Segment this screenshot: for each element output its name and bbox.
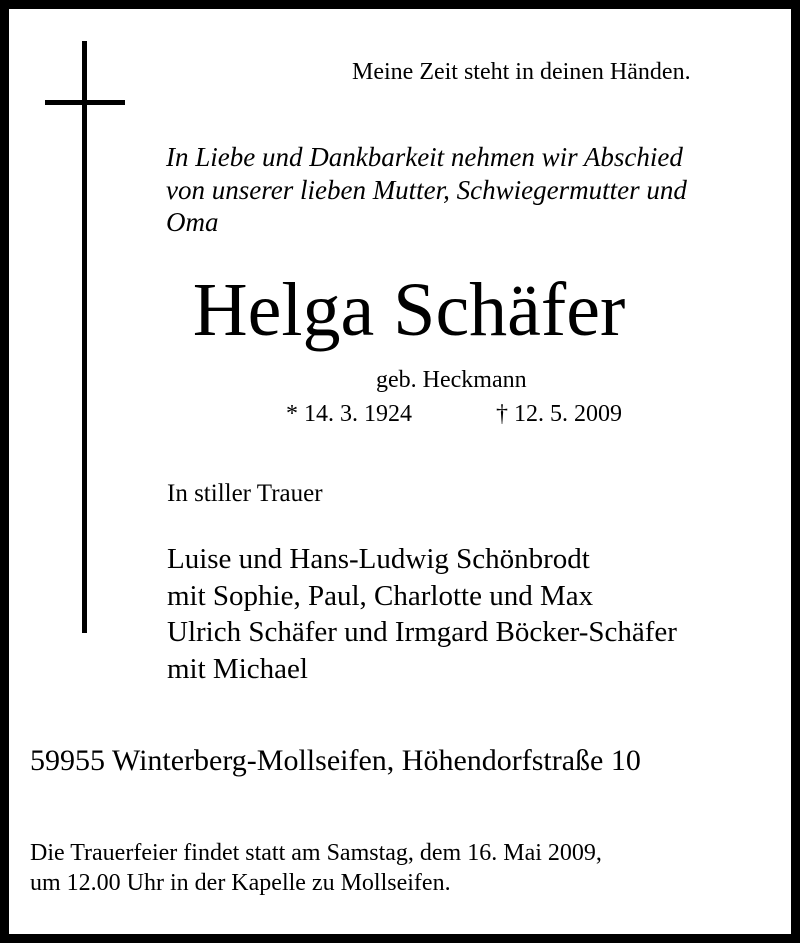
family-line: Luise und Hans-Ludwig Schönbrodt bbox=[167, 543, 590, 575]
funeral-line: um 12.00 Uhr in der Kapelle zu Mollseifen. bbox=[30, 870, 451, 896]
birth-date: * 14. 3. 1924 bbox=[286, 401, 412, 427]
intro-line: In Liebe und Dankbarkeit nehmen wir Abschied bbox=[166, 142, 683, 172]
mourning-label: In stiller Trauer bbox=[167, 480, 323, 507]
intro-line: Oma bbox=[166, 207, 219, 237]
intro-line: von unserer lieben Mutter, Schwiegermutter und bbox=[166, 174, 687, 205]
family-line: mit Sophie, Paul, Charlotte und Max bbox=[167, 579, 594, 612]
family-line: mit Michael bbox=[167, 652, 308, 685]
funeral-info bbox=[30, 838, 602, 898]
funeral-line: Die Trauerfeier findet statt am Samstag, dem 16. Mai 2009, bbox=[30, 840, 602, 866]
motto: Meine Zeit steht in deinen Händen. bbox=[352, 59, 691, 85]
death-date: † 12. 5. 2009 bbox=[496, 401, 622, 427]
address: 59955 Winterberg-Mollseifen, Höhendorfstraße 10 bbox=[30, 744, 641, 777]
family-list bbox=[167, 541, 677, 687]
intro-text bbox=[166, 141, 687, 239]
deceased-name: Helga Schäfer bbox=[192, 268, 626, 352]
birth-name: geb. Heckmann bbox=[376, 367, 527, 393]
family-line: Ulrich Schäfer und Irmgard Böcker-Schäfer bbox=[167, 616, 677, 648]
cross-horizontal-bar bbox=[45, 100, 125, 105]
